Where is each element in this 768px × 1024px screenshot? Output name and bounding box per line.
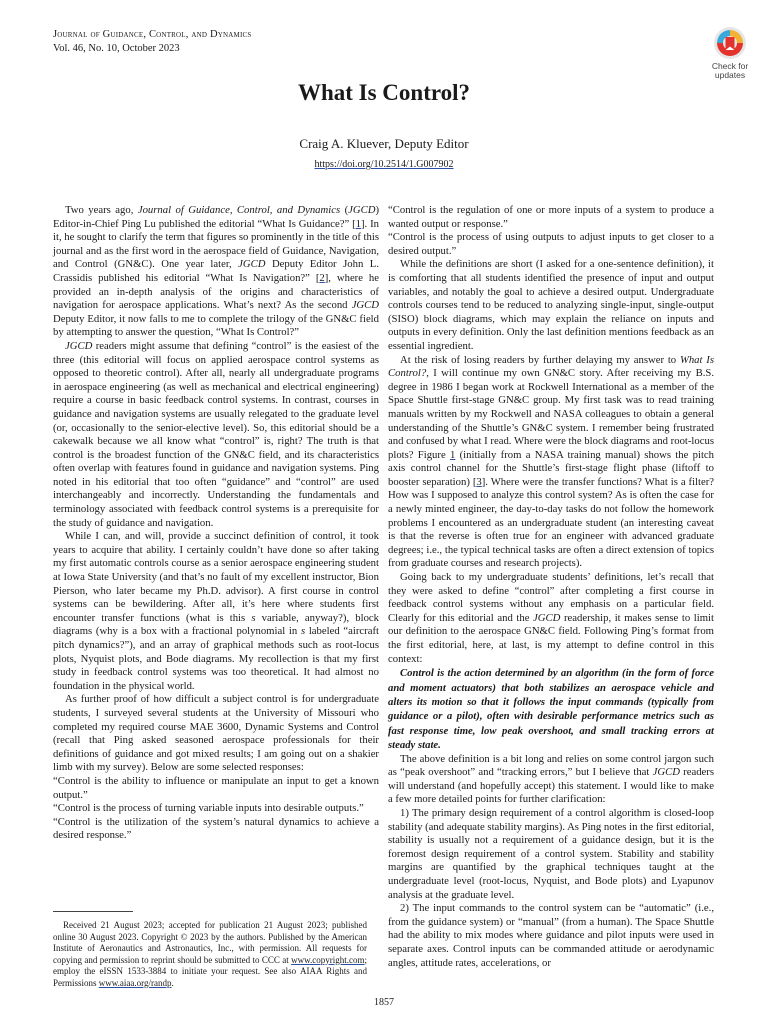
doi-line [0, 159, 768, 170]
right-column [388, 204, 714, 970]
doi-link[interactable]: https://doi.org/10.2514/1.G007902 [314, 159, 454, 170]
student-quote-3: “Control is the utilization of the system’s natural dynamics to achieve a desired response.” [53, 815, 379, 842]
check-for-updates-icon [713, 26, 747, 60]
paragraph-8: The above definition is a bit long and relies on some control jargon such as “peak overshoot” and “tracking errors,” but I believe that JGCD readers will understand (and hopefully accept) this statement. I would like to make a few more detailed points for further clarification: [388, 752, 714, 806]
copyright-link[interactable]: www.copyright.com [291, 954, 365, 965]
paragraph-4: As further proof of how difficult a subject control is for undergraduate students, I surveyed several students at the University of Missouri who completed my required course MAE 3600, Dynamic Systems and Control (recall that Ping asked seasoned aerospace professionals for their definitions of guidance and got mixed results; I am going out on a shakier limb with my survey). Below are some selected responses: [53, 693, 379, 774]
control-definition: Control is the action determined by an algorithm (in the form of force and moment actuators) that both stabilizes an aerospace vehicle and alters its motion so that it follows the input commands (typically from guidance or a pilot), often with desirable performance metrics such as fast response time, low peak overshoot, and small tracking errors at steady state. [388, 667, 714, 752]
footnote-divider [53, 911, 133, 912]
reference-link-1[interactable]: 1 [355, 217, 361, 230]
paragraph-9: 1) The primary design requirement of a control algorithm is closed-loop stability (and adequate stability margins). As Ping notes in the first editorial, stability is usually not a requirement of a guidance design, but it is the foremost design requirement of a control system. Stability and stability margins are quantified by the graphical techniques taught at the undergraduate level (root-locus, Nyquist, and Bode plots) and Lyapunov analysis at the graduate level. [388, 807, 715, 901]
publication-footnote: Received 21 August 2023; accepted for publication 21 August 2023; published online 30 August 2023. Copyright © 2023 by the authors. Published by the American Institute of Aeronautics and Astronautics, Inc., with permission. All requests for copying and permission to reprint should be submitted to CCC at www.copyright.com; employ the eISSN 1533-3884 to initiate your request. See also AIAA Rights and Permissions www.aiaa.org/randp. [53, 920, 367, 988]
student-quote-5: “Control is the process of using outputs to adjust inputs to get closer to a desired output.” [388, 231, 714, 257]
badge-line-1: Check for [711, 61, 749, 71]
paragraph-2: JGCD readers might assume that defining “control” is the easiest of the three (this editorial will focus on applied aerospace control systems as opposed to theoretic control). After all, nearly all undergraduate programs in aerospace engineering (as well as mechanical and electrical engineering) require a course in basic feedback control systems. In contrast, courses in guidance and navigation systems are usually relegated to the graduate level (or, occasionally to the senior-elective level). So, this editorial should be a cakewalk because we all know what “control” is, right? The truth is that control is the broadest function of the GN&C field, and its characteristics often overlap with features found in guidance and navigation systems. Ping noted in his editorial that too often “guidance” and “control” are used interchangeably and incorrectly. Understanding the fundamentals and terminology associated with feedback control systems is a prerequisite for the study of guidance and navigation. [53, 339, 379, 529]
student-quote-2: “Control is the process of turning variable inputs into desirable outputs.” [53, 802, 364, 815]
permissions-link[interactable]: www.aiaa.org/randp [98, 977, 172, 988]
page-number: 1857 [374, 997, 394, 1008]
student-quote-1: “Control is the ability to influence or manipulate an input to get a known output.” [53, 774, 379, 801]
left-column [53, 204, 379, 843]
badge-line-2: updates [714, 70, 746, 80]
paragraph-5: While the definitions are short (I asked for a one-sentence definition), it is comforting that all students identified the presence of input and output variables, and notably the goal to achieve a desired output. Undergraduate controls courses tend to be reduced to analyzing single-input, single-output (SISO) block diagrams, which may explain the reliance on inputs and outputs in every definition. Only the last definition mentions feedback as an essential ingredient. [388, 258, 714, 352]
volume-issue: Vol. 46, No. 10, October 2023 [53, 43, 180, 54]
author-line: Craig A. Kluever, Deputy Editor [299, 136, 469, 151]
paragraph-1: Two years ago, Journal of Guidance, Control, and Dynamics (JGCD) Editor-in-Chief Ping Lu published the editorial “What Is Guidance?” [1]. In it, he sought to clarify the term that figures so prominently in the title of this journal and as the first word in the aerospace field of Guidance, Navigation, and Control (GN&C). One year later, JGCD Deputy Editor John L. Crassidis published his editorial “What Is Navigation?” [2], where he provided an in-depth analysis of the origins and characteristics of navigation for aerospace applications. What’s next? As the second JGCD Deputy Editor, it now falls to me to complete the trilogy of the GN&C field by attempting to answer the question, “What Is Control?” [53, 204, 380, 339]
journal-name: Journal of Guidance, Control, and Dynamics [53, 29, 252, 40]
article-title: What Is Control? [297, 80, 471, 105]
student-quote-4: “Control is the regulation of one or more inputs of a system to produce a wanted output or response.” [388, 204, 714, 230]
running-header [53, 28, 251, 56]
paragraph-10: 2) The input commands to the control system can be “automatic” (i.e., from the guidance system) or “manual” (from a human). The Space Shuttle had the ability to mix modes where guidance and pilot inputs were used in separate axes. Control inputs can be commanded attitude or aerodynamic angles, attitude rates, accelerations, or [388, 902, 714, 969]
figure-link-1[interactable]: 1 [449, 448, 456, 461]
reference-link-3[interactable]: 3 [476, 475, 482, 488]
paragraph-7: Going back to my undergraduate students’ definitions, let’s recall that they were asked to define “control” after completing a first course in feedback control systems without any emphasis on a particular field. Clearly for this editorial and the JGCD readership, it makes sense to limit our definition to the aerospace GN&C field. Following Ping’s format from the first editorial, here, at last, is my attempt to define control in this context: [388, 571, 714, 665]
reference-link-2[interactable]: 2 [319, 271, 325, 284]
check-for-updates-badge[interactable] [704, 26, 756, 82]
paragraph-6: At the risk of losing readers by further delaying my answer to What Is Control?, I will continue my own GN&C story. After receiving my B.S. degree in 1986 I began work at Rockwell International as a member of the Space Shuttle first-stage GN&C group. My first task was to read training manuals written by my Rockwell and NASA colleagues to obtain a general understanding of the Shuttle’s GN&C system. I remember being frustrated and confused by what I read. Where were the block diagrams and root-locus plots? Figure 1 (initially from a NASA training manual) shows the pitch axis control channel for the Shuttle’s first-stage flight phase (liftoff to booster separation) [3]. Where were the transfer functions? What is a filter? How was I supposed to analyze this control system? As is often the case for a newly minted engineer, the day-to-day tasks do not follow the homework problems I encountered as an undergraduate student (an interesting caveat is that the reverse is often true for an engineer with advanced graduate degrees; i.e., the typical technical tasks are often a direct extension of topics from graduate courses and research projects). [388, 353, 715, 570]
paragraph-3: While I can, and will, provide a succinct definition of control, it took years to acquire that ability. I certainly couldn’t have done so after taking my first automatic controls course as a senior aerospace engineering student at Iowa State University (and that’s no fault of my excellent instructor, Bion Pierson, who later became my Ph.D. advisor). A first course in control systems can be bewildering. After all, it’s here where students first encounter transfer functions (what is this s variable, anyway?), block diagrams (why is a box with a fractional polynomial in s labeled “aircraft pitch dynamics?”), and an array of graphical methods such as root-locus plots, Nyquist plots, and Bode diagrams. My recollection is that my first study in feedback control systems was too theoretical. It had almost no foundation in the physical world. [53, 530, 380, 692]
